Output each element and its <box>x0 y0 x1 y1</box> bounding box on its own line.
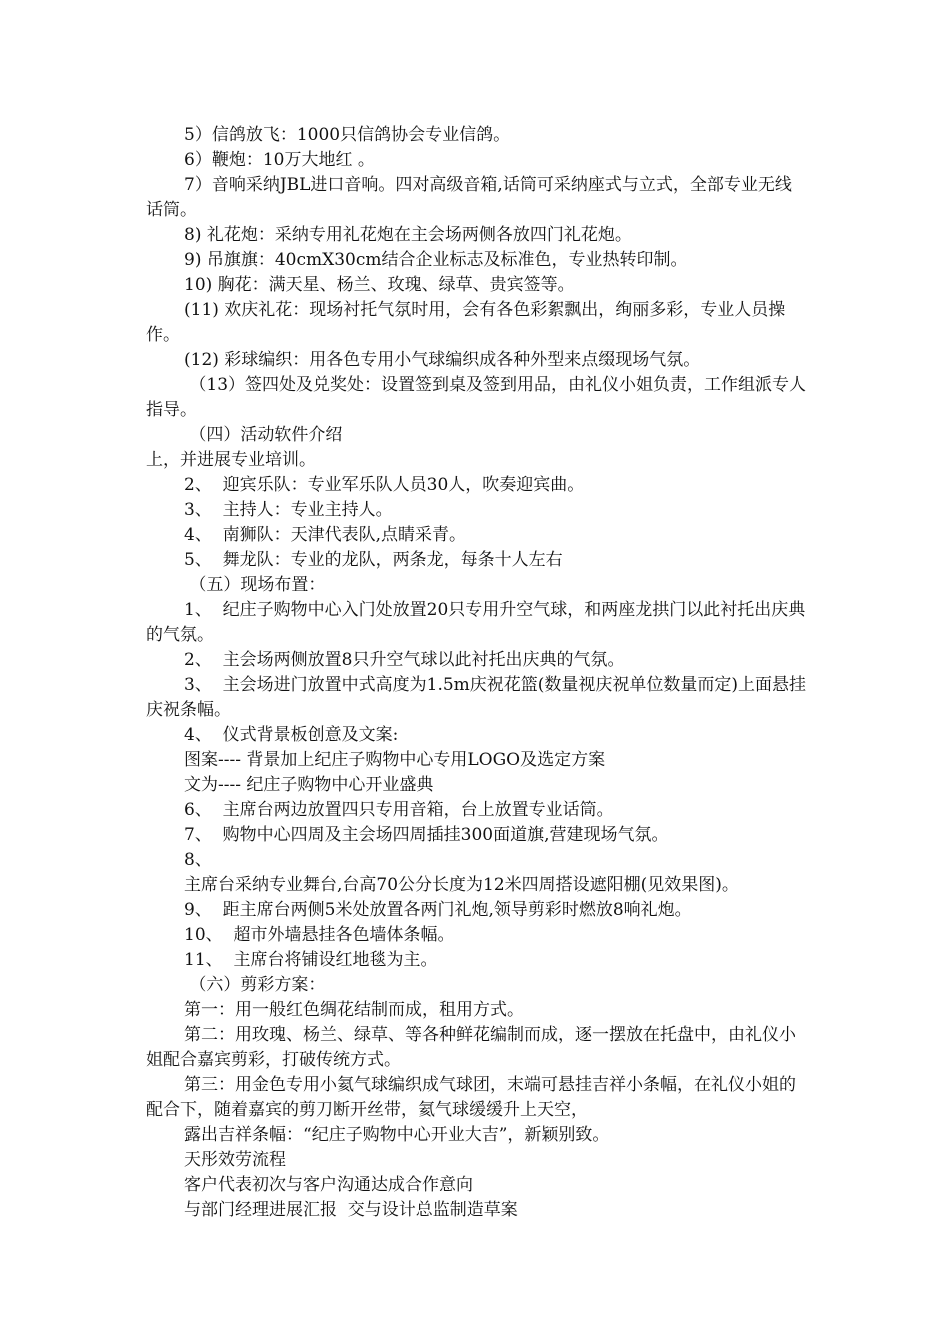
paragraph: 9) 吊旗旗：40cmX30cm结合企业标志及标准色，专业热转印制。 <box>184 250 688 270</box>
paragraph: 上，并进展专业培训。 <box>146 450 316 470</box>
section-heading: （五）现场布置： <box>184 575 326 595</box>
paragraph: 与部门经理进展汇报 交与设计总监制造草案 <box>184 1200 518 1220</box>
list-item: 8、 <box>184 850 212 870</box>
paragraph: (11) 欢庆礼花：现场衬托气氛时用，会有各色彩絮飘出，绚丽多彩，专业人员操作。 <box>146 300 786 345</box>
paragraph: （13）签四处及兑奖处：设置签到桌及签到用品，由礼仪小姐负责，工作组派专人指导。 <box>146 375 807 420</box>
section-heading: （六）剪彩方案： <box>184 975 326 995</box>
paragraph: 露出吉祥条幅：“纪庄子购物中心开业大吉”，新颖别致。 <box>184 1125 610 1145</box>
paragraph: 图案---- 背景加上纪庄子购物中心专用LOGO及选定方案 <box>184 750 606 770</box>
list-item: 6、 主席台两边放置四只专用音箱，台上放置专业话筒。 <box>184 800 614 820</box>
paragraph: (12) 彩球编织：用各色专用小气球编织成各种外型来点缀现场气氛。 <box>184 350 701 370</box>
list-item: 4、 南狮队：天津代表队,点睛采青。 <box>184 525 467 545</box>
paragraph: 10) 胸花：满天星、杨兰、玫瑰、绿草、贵宾签等。 <box>184 275 575 295</box>
section-heading: （四）活动软件介绍 <box>184 425 343 445</box>
paragraph: 第二：用玫瑰、杨兰、绿草、等各种鲜花编制而成，逐一摆放在托盘中，由礼仪小姐配合嘉宾剪彩，打破传统方式。 <box>146 1025 796 1070</box>
list-item: 5、 舞龙队：专业的龙队，两条龙，每条十人左右 <box>184 550 563 570</box>
paragraph: 第一：用一般红色绸花结制而成，租用方式。 <box>184 1000 524 1020</box>
paragraph: 主席台采纳专业舞台,台高70公分长度为12米四周搭设遮阳棚(见效果图)。 <box>184 875 739 895</box>
paragraph: 8) 礼花炮：采纳专用礼花炮在主会场两侧各放四门礼花炮。 <box>184 225 632 245</box>
document-body <box>146 123 808 1223</box>
paragraph: 文为---- 纪庄子购物中心开业盛典 <box>184 775 434 795</box>
list-item: 10、 超市外墙悬挂各色墙体条幅。 <box>184 925 455 945</box>
paragraph: 5）信鸽放飞：1000只信鸽协会专业信鸽。 <box>184 125 511 145</box>
paragraph: 7）音响采纳JBL进口音响。四对高级音箱,话筒可采纳座式与立式，全部专业无线话筒。 <box>146 175 792 220</box>
list-item: 11、 主席台将铺设红地毯为主。 <box>184 950 438 970</box>
paragraph: 客户代表初次与客户沟通达成合作意向 <box>184 1175 473 1195</box>
paragraph: 6）鞭炮：10万大地红 。 <box>184 150 375 170</box>
list-item: 7、 购物中心四周及主会场四周插挂300面道旗,营建现场气氛。 <box>184 825 669 845</box>
list-item: 2、 主会场两侧放置8只升空气球以此衬托出庆典的气氛。 <box>184 650 625 670</box>
list-item: 9、 距主席台两侧5米处放置各两门礼炮,领导剪彩时燃放8响礼炮。 <box>184 900 692 920</box>
paragraph: 天彤效劳流程 <box>184 1150 286 1170</box>
list-item: 4、 仪式背景板创意及文案: <box>184 725 399 745</box>
list-item: 1、 纪庄子购物中心入门处放置20只专用升空气球，和两座龙拱门以此衬托出庆典的气氛。 <box>146 600 806 645</box>
list-item: 2、 迎宾乐队：专业军乐队人员30人，吹奏迎宾曲。 <box>184 475 585 495</box>
paragraph: 第三：用金色专用小氦气球编织成气球团，末端可悬挂吉祥小条幅，在礼仪小姐的配合下，随着嘉宾的剪刀断开丝带，氦气球缓缓升上天空， <box>146 1075 796 1120</box>
list-item: 3、 主会场进门放置中式高度为1.5m庆祝花篮(数量视庆祝单位数量而定)上面悬挂庆祝条幅。 <box>146 675 807 720</box>
list-item: 3、 主持人：专业主持人。 <box>184 500 393 520</box>
